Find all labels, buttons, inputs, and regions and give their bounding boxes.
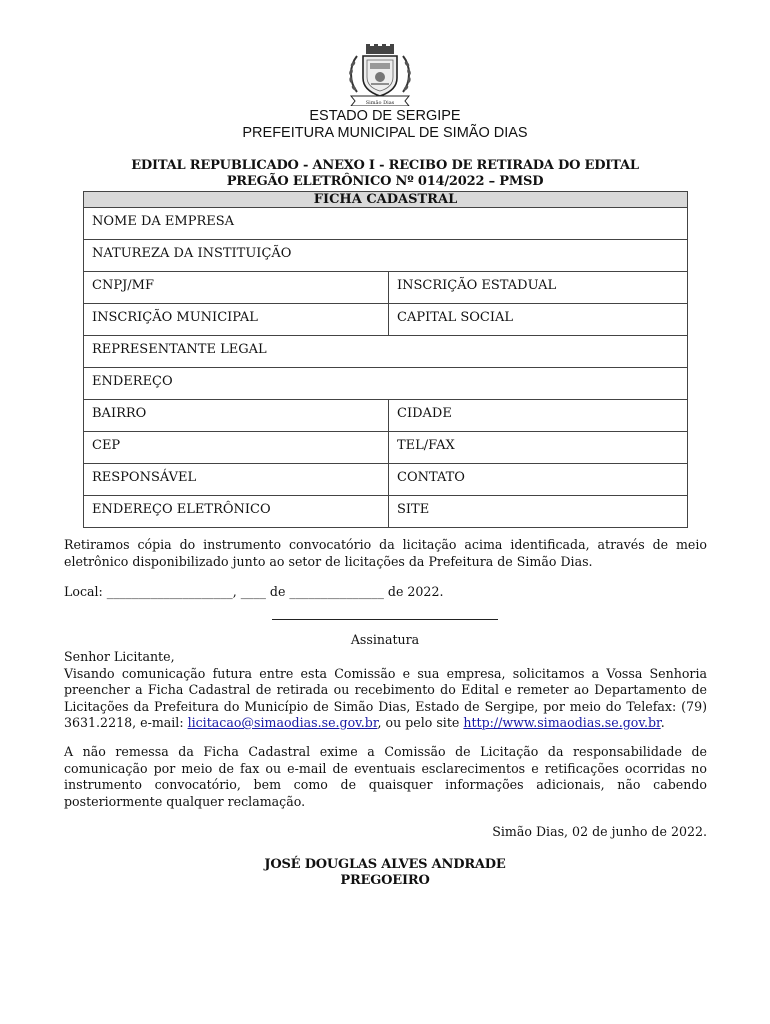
request-text [64, 666, 707, 732]
field-endereco-eletronico[interactable]: ENDEREÇO ELETRÔNICO [84, 496, 389, 528]
field-representante[interactable]: REPRESENTANTE LEGAL [84, 336, 688, 368]
field-inscricao-municipal[interactable]: INSCRIÇÃO MUNICIPAL [84, 304, 389, 336]
table-row [84, 400, 688, 432]
field-nome-empresa[interactable]: NOME DA EMPRESA [84, 208, 688, 240]
crest-ribbon-text: Simão Dias [365, 100, 395, 106]
site-prefix: , ou pelo site [377, 715, 464, 730]
table-row [84, 432, 688, 464]
field-cep[interactable]: CEP [84, 432, 389, 464]
site-link[interactable]: http://www.simaodias.se.gov.br [463, 715, 661, 730]
table-row [84, 272, 688, 304]
field-contato[interactable]: CONTATO [389, 464, 688, 496]
field-inscricao-estadual[interactable]: INSCRIÇÃO ESTADUAL [389, 272, 688, 304]
city-heading: PREFEITURA MUNICIPAL DE SIMÃO DIAS [242, 125, 528, 141]
remessa-paragraph: A não remessa da Ficha Cadastral exime a Comissão de Licitação da responsabilidade de comunicação por meio de fax ou e-mail de eventuais esclarecimentos e retificações ocorridas no instrumento convocatório, bem como de quaisquer informações adicionais, não cabendo posteriormente qualquer reclamação. [64, 744, 707, 809]
table-row [84, 208, 688, 240]
field-cidade[interactable]: CIDADE [389, 400, 688, 432]
field-site[interactable]: SITE [389, 496, 688, 528]
signature-label: Assinatura [350, 632, 420, 647]
field-natureza[interactable]: NATUREZA DA INSTITUIÇÃO [84, 240, 688, 272]
table-row [84, 304, 688, 336]
retiramos-paragraph: Retiramos cópia do instrumento convocatório da licitação acima identificada, através de meio eletrônico disponibilizado junto ao setor de licitações da Prefeitura de Simão Dias. [64, 537, 707, 569]
field-bairro[interactable]: BAIRRO [84, 400, 389, 432]
request-body: Visando comunicação futura entre esta Comissão e sua empresa, solicitamos a Vossa Senhoria preencher a Ficha Cadastral de retirada ou recebimento do Edital e remeter ao Departamento de Licitações da Prefeitura do Município de Simão Dias, Estado de Sergipe, por meio do Telefax: (79) 3631.2218, e-mail: [64, 665, 707, 730]
table-row [84, 368, 688, 400]
municipal-coat-of-arms-icon [345, 44, 415, 106]
document-subtitle: PREGÃO ELETRÔNICO Nº 014/2022 – PMSD [226, 174, 544, 189]
table-row [84, 240, 688, 272]
table-row [84, 496, 688, 528]
email-link[interactable]: licitacao@simaodias.se.gov.br [187, 715, 378, 730]
senhor-paragraph [64, 649, 707, 732]
local-line: Local: ____________________, ____ de _______________ de 2022. [64, 584, 444, 599]
field-endereco[interactable]: ENDEREÇO [84, 368, 688, 400]
signer-name: JOSÉ DOUGLAS ALVES ANDRADE [264, 857, 506, 872]
table-header-row [84, 192, 688, 208]
signer-role: PREGOEIRO [340, 873, 430, 888]
table-row [84, 464, 688, 496]
ficha-cadastral-table [83, 191, 688, 528]
field-capital-social[interactable]: CAPITAL SOCIAL [389, 304, 688, 336]
signature-line [272, 619, 498, 620]
document-title: EDITAL REPUBLICADO - ANEXO I - RECIBO DE RETIRADA DO EDITAL [131, 158, 639, 173]
field-cnpj[interactable]: CNPJ/MF [84, 272, 389, 304]
greeting: Senhor Licitante, [64, 649, 175, 664]
site-suffix: . [660, 715, 665, 730]
field-responsavel[interactable]: RESPONSÁVEL [84, 464, 389, 496]
table-row [84, 336, 688, 368]
ficha-heading: FICHA CADASTRAL [84, 192, 688, 208]
field-telfax[interactable]: TEL/FAX [389, 432, 688, 464]
state-heading: ESTADO DE SERGIPE [309, 108, 461, 124]
document-date: Simão Dias, 02 de junho de 2022. [492, 824, 707, 839]
